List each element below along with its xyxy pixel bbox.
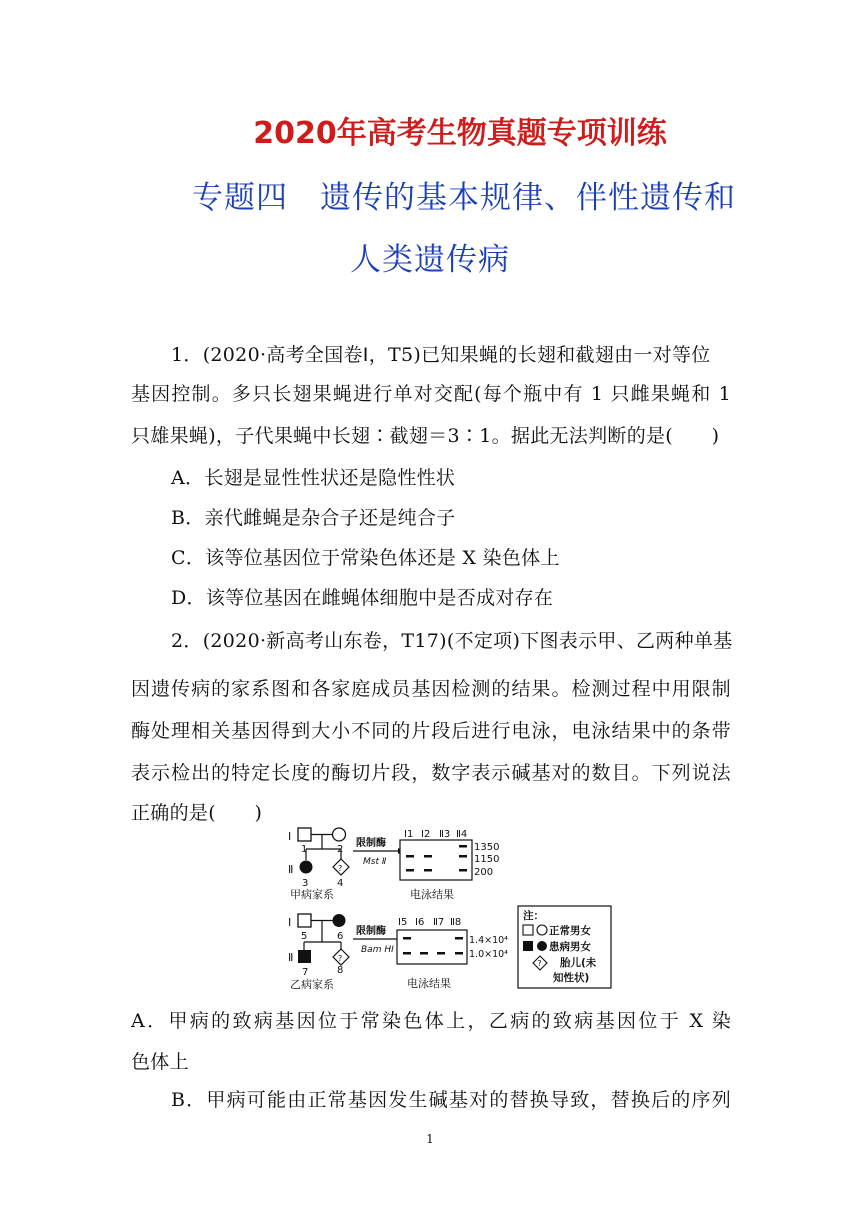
legend-affected: 患病男女 [549,941,591,953]
topic-title-line2: 人类遗传病 [350,242,510,278]
band1-1150: 1150 [474,854,500,865]
lane1-label-3: Ⅱ3 [439,829,451,840]
q2-option-b-line1: B．甲病可能由正常基因发生碱基对的替换导致，替换后的序列 [171,1089,731,1111]
result-label-2: 电泳结果 [407,977,451,990]
legend-fetus-2: 知性状) [553,972,590,984]
square-normal-male [298,828,311,841]
page-number: 1 [426,1132,434,1146]
lane1-label-2: Ⅰ2 [421,829,431,840]
legend-fetus-1: 胎儿(未 [560,957,597,969]
q1-option-b: B．亲代雌蝇是杂合子还是纯合子 [171,507,456,529]
lane1-label-4: Ⅱ4 [456,829,468,840]
doc-title: 2020年高考生物真题专项训练 [253,116,667,151]
legend-square-open [523,925,533,935]
member-8: 8 [337,965,344,976]
enzyme-bam: Bam HⅠ [361,945,394,955]
member-4: 4 [337,878,344,889]
square-affected-male-7 [298,950,311,963]
enzyme-mst: Mst Ⅱ [363,857,387,867]
gel-box-2 [397,930,467,964]
circle-affected-female [300,861,313,874]
band1-200: 200 [474,867,494,878]
q1-source: 高考全国卷Ⅰ [266,344,369,366]
member-7: 7 [302,967,309,978]
q1-line2: 基因控制。多只长翅果蝇进行单对交配(每个瓶中有 1 只雌果蝇和 1 [131,383,731,405]
legend-square-filled [523,941,533,951]
circle-normal-female [333,828,346,841]
gen-label-I-b: Ⅰ [288,916,292,929]
svg-text:?: ? [338,864,343,873]
q1-option-a: A．长翅是显性性状还是隐性性状 [171,467,456,489]
circle-affected-female-6 [333,914,346,927]
svg-text:?: ? [338,954,343,963]
topic-title-line1: 专题四 遗传的基本规律、伴性遗传和 [192,180,736,216]
q2-line4: 表示检出的特定长度的酶切片段，数字表示碱基对的数目。下列说法 [131,762,731,784]
q1-option-c: C．该等位基因位于常染色体还是 X 染色体上 [171,547,560,569]
member-1: 1 [301,844,308,855]
lane1-label-1: Ⅰ1 [404,829,414,840]
band1-1350: 1350 [474,842,500,853]
family2-label: 乙病家系 [290,978,334,991]
square-normal-male-5 [298,914,311,927]
q2-option-a-line1: A．甲病的致病基因位于常染色体上，乙病的致病基因位于 X 染 [131,1010,731,1032]
q2-line3: 酶处理相关基因得到大小不同的片段后进行电泳，电泳结果中的条带 [131,720,731,742]
lane2-label-7: Ⅱ7 [433,917,445,928]
q2-line1: 2．(2020·新高考山东卷，T17)(不定项)下图表示甲、乙两种单基 [171,630,733,652]
lane2-label-8: Ⅱ8 [450,917,462,928]
q2-line5: 正确的是( ) [131,802,263,824]
q1-option-d: D．该等位基因在雌蝇体细胞中是否成对存在 [171,587,554,609]
gen-label-I-a: Ⅰ [288,830,292,843]
member-3: 3 [302,878,309,889]
svg-text:?: ? [537,959,542,968]
q1-line3: 只雄果蝇)，子代果蝇中长翅∶截翅＝3∶1。据此无法判断的是( ) [131,425,720,447]
enzyme-label-1: 限制酶 [356,838,386,849]
member-2: 2 [337,844,344,855]
band2-high: 1.4×10⁴ [469,935,508,946]
pedigree-electrophoresis-figure [285,822,615,994]
family1-label: 甲病家系 [290,888,334,901]
lane2-label-5: Ⅰ5 [398,917,408,928]
q2-line2: 因遗传病的家系图和各家庭成员基因检测的结果。检测过程中用限制 [131,678,731,700]
legend-circle-open [537,925,547,935]
member-6: 6 [337,931,344,942]
band2-low: 1.0×10⁴ [469,949,508,960]
q1-line1: 1．(2020·高考全国卷Ⅰ，T5)已知果蝇的长翅和截翅由一对等位 [171,344,711,366]
q2-source: 新高考山东卷 [266,630,383,652]
legend-circle-filled [537,941,547,951]
enzyme-label-2: 限制酶 [356,926,386,937]
legend-normal: 正常男女 [549,925,591,937]
gen-label-II-b: Ⅱ [288,951,294,964]
lane2-label-6: Ⅰ6 [415,917,425,928]
member-5: 5 [301,931,308,942]
q2-option-a-line2: 色体上 [131,1051,189,1073]
result-label-1: 电泳结果 [410,888,454,901]
legend-title: 注： [523,910,544,922]
gen-label-II-a: Ⅱ [288,863,294,876]
